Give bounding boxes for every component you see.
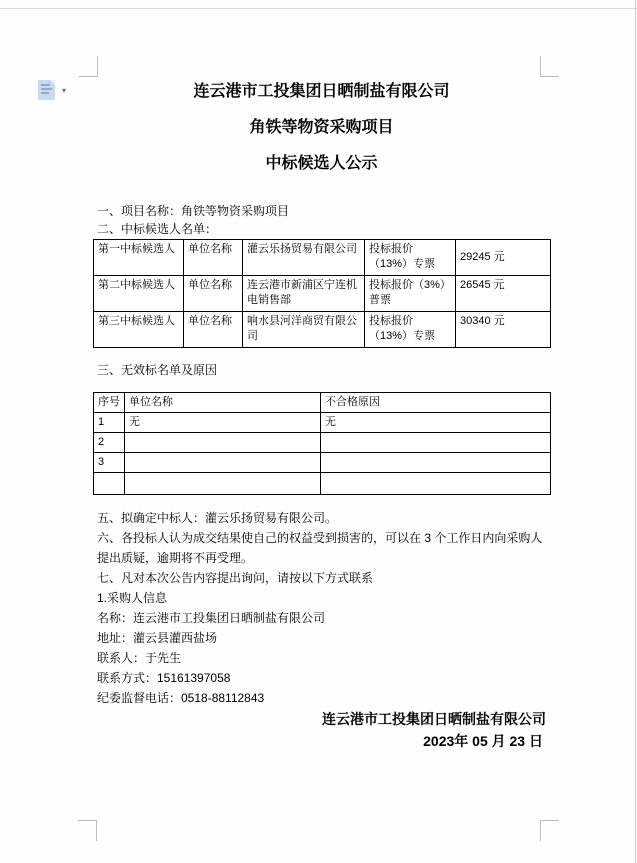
header-reason: 不合格原因 [321,393,551,413]
document-body [97,0,546,863]
header-serial: 序号 [94,393,125,413]
invalid-bids-table [93,392,551,495]
section-invalid-bids-heading: 三、无效标名单及原因 [97,363,218,377]
contact-heading: 1.采购人信息 [97,591,168,605]
price-cell: 29245 元 [456,240,551,276]
unit-name-cell [125,453,321,473]
company-name-cell: 灌云乐扬贸易有限公司 [243,240,365,276]
serial-cell: 2 [94,433,125,453]
signature-company: 连云港市工投集团日晒制盐有限公司 [322,711,546,727]
contact-address-line: 地址：灌云县灌西盐场 [97,631,218,645]
chevron-down-icon: ▾ [62,86,67,95]
section-winner: 五、拟确定中标人：灌云乐扬贸易有限公司。 [97,511,338,525]
reason-cell [321,473,551,495]
price-type-cell: 投标报价（13%）专票 [365,312,456,348]
table-row [94,473,551,495]
closing-paragraphs [97,508,546,708]
table-row [94,453,551,473]
unit-name-cell [125,433,321,453]
price-cell: 30340 元 [456,312,551,348]
company-name-cell: 响水县河洋商贸有限公司 [243,312,365,348]
table-row [94,276,551,312]
unit-name-cell [125,473,321,495]
unit-name-cell: 无 [125,413,321,433]
contact-phone-line: 联系方式：15161397058 [97,671,231,685]
crop-mark-top-left [79,56,98,77]
table-row [94,433,551,453]
serial-cell: 1 [94,413,125,433]
price-type-cell: 投标报价（13%）专票 [365,240,456,276]
paste-options-icon [38,80,55,100]
table-row [94,240,551,276]
section-project-name: 一、项目名称：角铁等物资采购项目 [97,204,290,218]
signature-date: 2023年 05 月 23 日 [423,733,543,749]
candidates-table [93,239,551,348]
table-row [94,413,551,433]
table-row [94,312,551,348]
serial-cell: 3 [94,453,125,473]
doc-title-company: 连云港市工投集团日晒制盐有限公司 [193,83,450,100]
crop-mark-bottom-left [78,820,97,841]
serial-cell [94,473,125,495]
table-header-row [94,393,551,413]
contact-person-line: 联系人：于先生 [97,651,182,665]
reason-cell [321,433,551,453]
reason-cell [321,453,551,473]
doc-title-announcement: 中标候选人公示 [265,155,378,172]
unit-label-cell: 单位名称 [184,276,243,312]
candidate-rank-cell: 第三中标候选人 [94,312,184,348]
candidate-rank-cell: 第二中标候选人 [94,276,184,312]
header-unit-name: 单位名称 [125,393,321,413]
contact-name-line: 名称：连云港市工投集团日晒制盐有限公司 [97,611,326,625]
price-type-cell: 投标报价（3%）普票 [365,276,456,312]
candidate-rank-cell: 第一中标候选人 [94,240,184,276]
reason-cell: 无 [321,413,551,433]
section-objection: 六、各投标人认为成交结果使自己的权益受到损害的，可以在 3 个工作日内向采购人提出质疑，逾期将不再受理。 [97,531,543,565]
section-contact-intro: 七、凡对本次公告内容提出询问，请按以下方式联系 [97,571,374,585]
unit-label-cell: 单位名称 [184,312,243,348]
price-cell: 26545 元 [456,276,551,312]
section-candidate-list-heading: 二、中标候选人名单： [97,222,218,236]
contact-supervision-line: 纪委监督电话：0518-88112843 [97,691,265,705]
page-edge-right [635,0,636,863]
paste-options-button[interactable] [38,80,72,102]
doc-title-project: 角铁等物资采购项目 [249,119,394,136]
unit-label-cell: 单位名称 [184,240,243,276]
company-name-cell: 连云港市新浦区宁连机电销售部 [243,276,365,312]
signature-block [97,708,546,752]
